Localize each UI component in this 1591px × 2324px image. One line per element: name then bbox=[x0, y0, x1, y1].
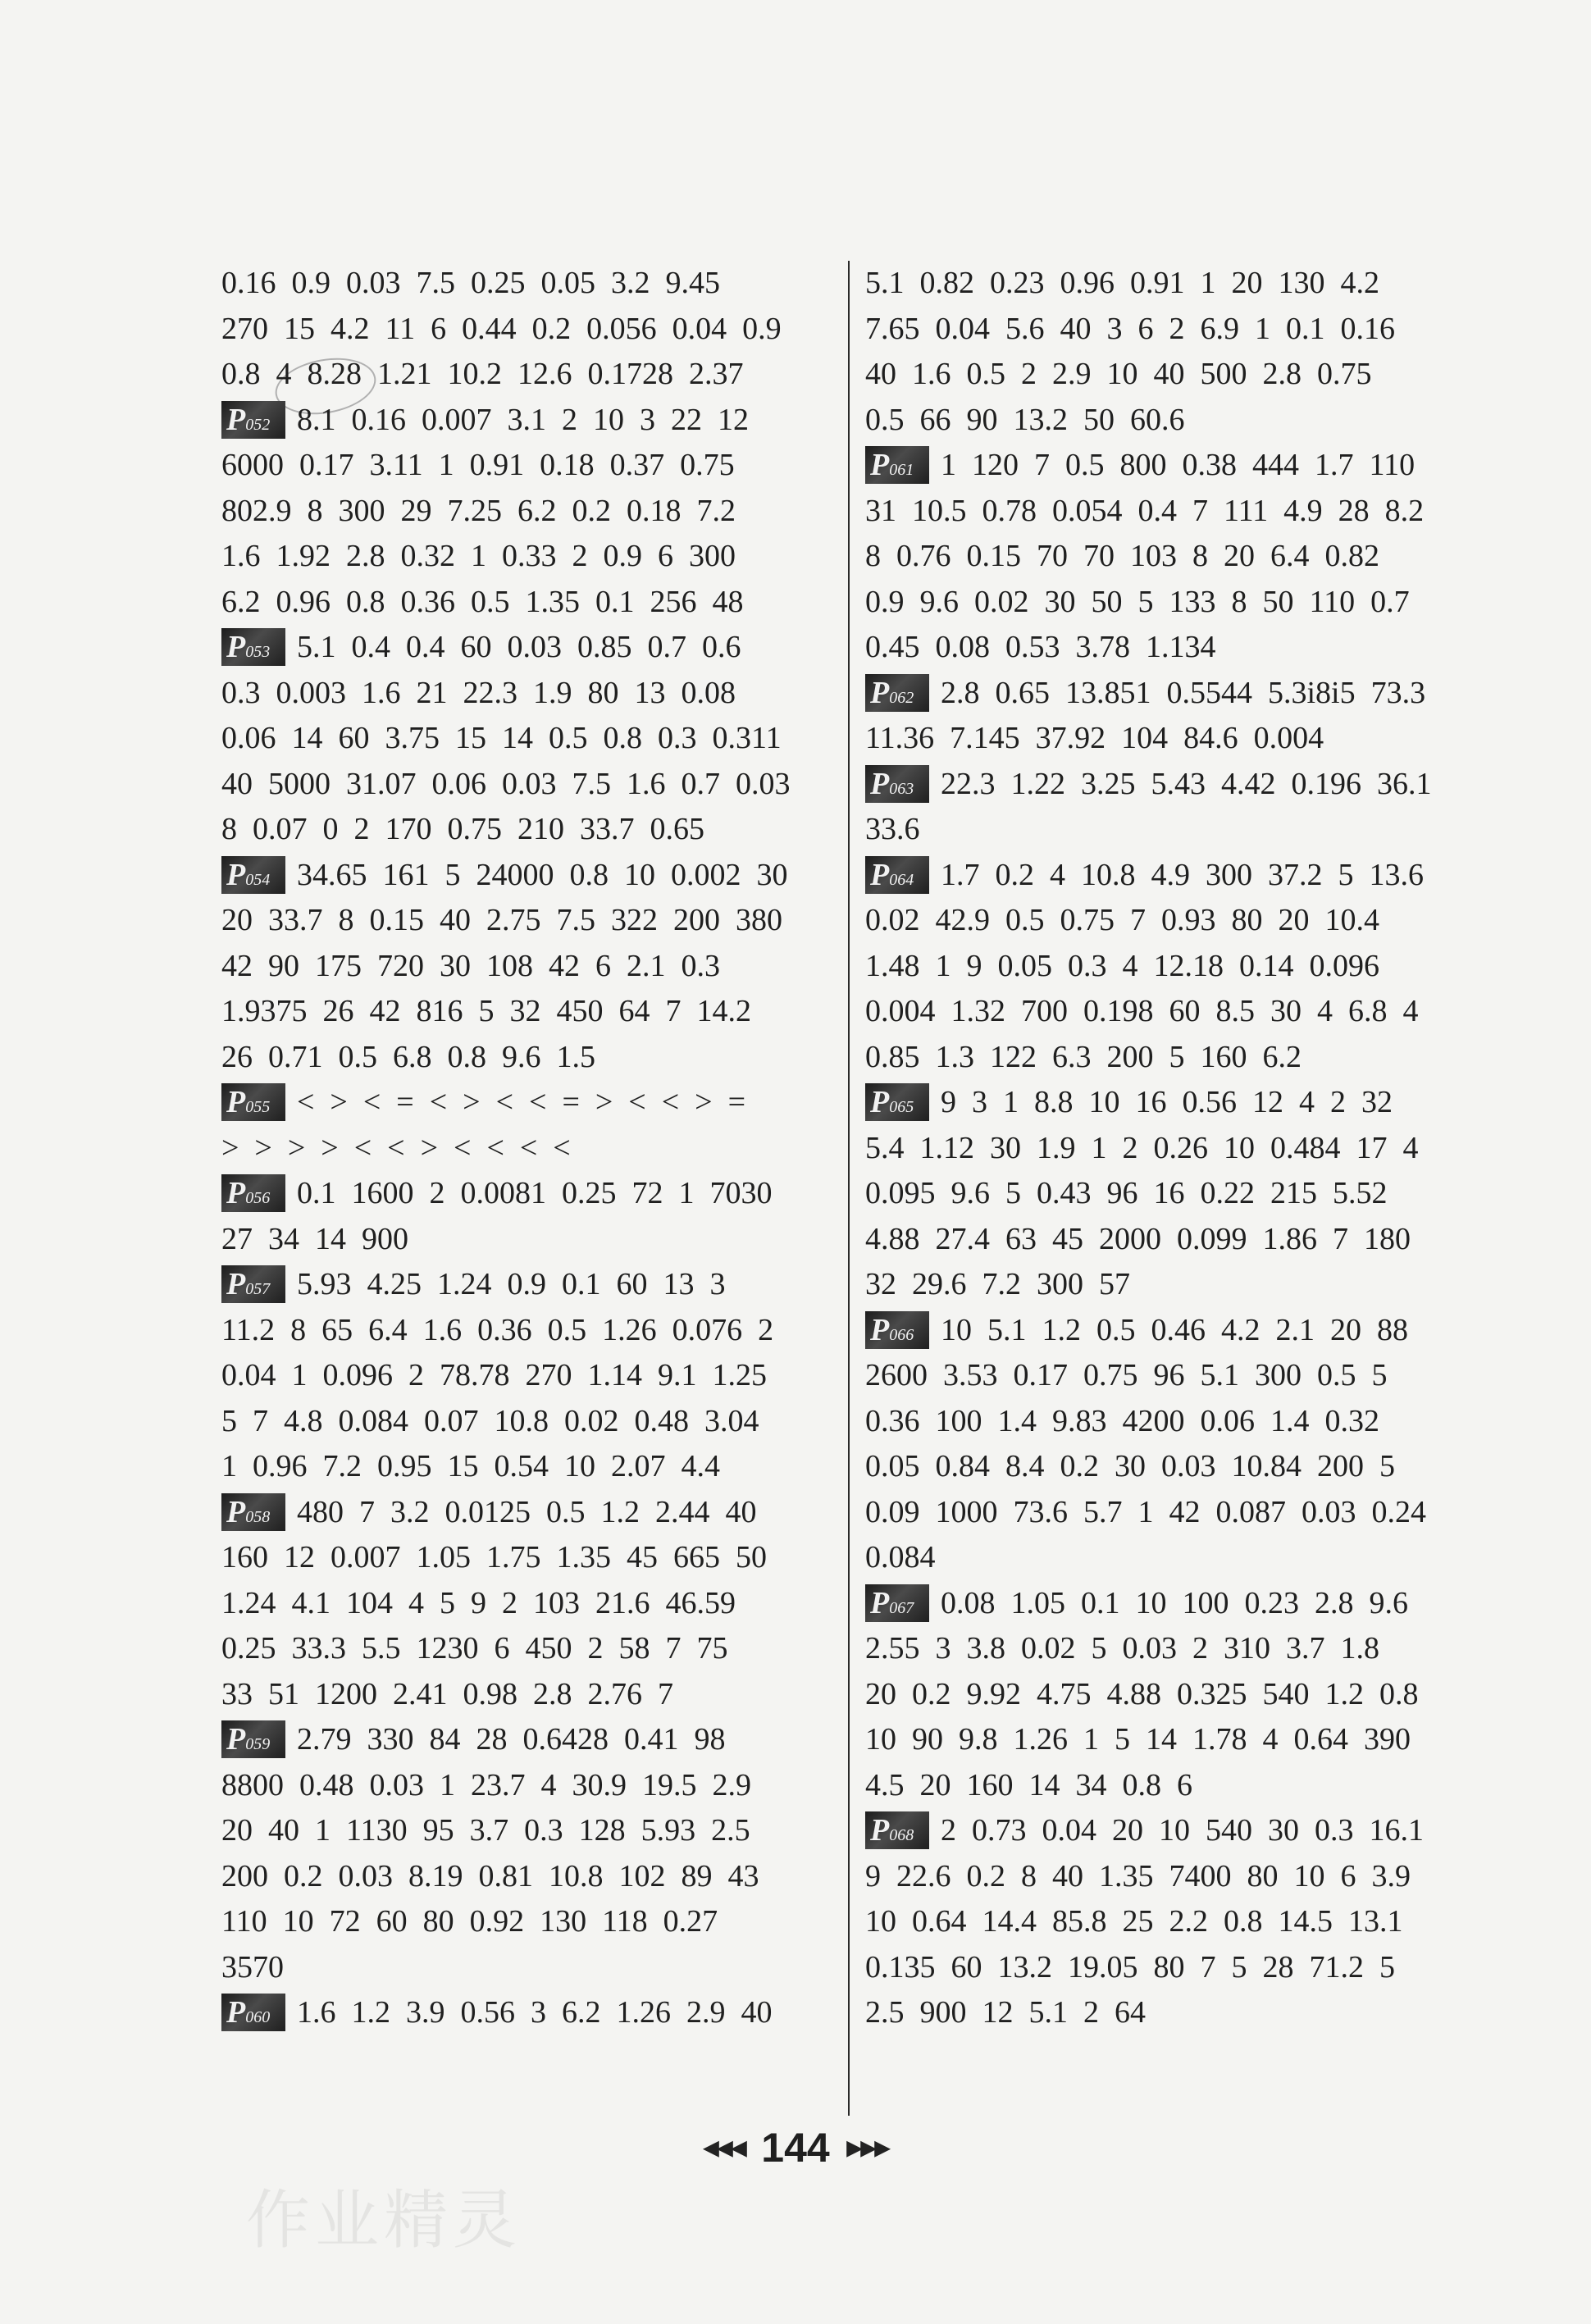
answer-line bbox=[865, 352, 1488, 398]
page-ref-prefix: P bbox=[226, 1085, 246, 1120]
answer-line bbox=[865, 1581, 1488, 1627]
answer-values: 0.45 0.08 0.53 3.78 1.134 bbox=[865, 630, 1216, 664]
answer-values: 480 7 3.2 0.0125 0.5 1.2 2.44 40 bbox=[297, 1494, 757, 1529]
answer-values: 8 0.07 0 2 170 0.75 210 33.7 0.65 bbox=[221, 812, 704, 846]
answer-line bbox=[865, 1444, 1488, 1490]
page-ref-tag bbox=[221, 1994, 285, 2031]
answer-values: 27 34 14 900 bbox=[221, 1221, 408, 1256]
page-ref-tag bbox=[865, 1311, 929, 1349]
answer-values: 0.5 66 90 13.2 50 60.6 bbox=[865, 402, 1185, 437]
answer-line bbox=[221, 1262, 837, 1308]
answer-line bbox=[865, 443, 1488, 489]
answer-values: 0.1 1600 2 0.0081 0.25 72 1 7030 bbox=[297, 1176, 773, 1210]
answer-values: 5.1 0.4 0.4 60 0.03 0.85 0.7 0.6 bbox=[297, 630, 741, 664]
answer-values: 0.04 1 0.096 2 78.78 270 1.14 9.1 1.25 bbox=[221, 1358, 767, 1392]
page-number: 144 bbox=[761, 2125, 830, 2171]
page-ref-prefix: P bbox=[226, 857, 246, 892]
answer-line bbox=[221, 1899, 837, 1945]
answer-line bbox=[865, 1990, 1488, 2036]
answer-line bbox=[221, 261, 837, 307]
answer-line bbox=[221, 1035, 837, 1081]
page-ref-number: 067 bbox=[889, 1598, 914, 1617]
answer-line bbox=[221, 1308, 837, 1354]
page-ref-prefix: P bbox=[226, 1267, 246, 1302]
answer-values: 5.1 0.82 0.23 0.96 0.91 1 20 130 4.2 bbox=[865, 266, 1379, 300]
answer-line bbox=[221, 1990, 837, 2036]
page-ref-number: 066 bbox=[889, 1325, 914, 1344]
page-ref-prefix: P bbox=[226, 1176, 246, 1211]
answer-line bbox=[221, 1945, 837, 1991]
answer-line bbox=[221, 1535, 837, 1581]
page-ref-prefix: P bbox=[226, 1995, 246, 2030]
answer-line bbox=[221, 762, 837, 808]
answer-values: 0.004 1.32 700 0.198 60 8.5 30 4 6.8 4 bbox=[865, 994, 1419, 1028]
answer-line bbox=[865, 1763, 1488, 1809]
answer-line bbox=[865, 534, 1488, 580]
answer-values: 31 10.5 0.78 0.054 0.4 7 111 4.9 28 8.2 bbox=[865, 493, 1425, 528]
answer-values: 3570 bbox=[221, 1949, 284, 1985]
answer-line bbox=[865, 1854, 1488, 1900]
answer-values: 2 0.73 0.04 20 10 540 30 0.3 16.1 bbox=[941, 1813, 1424, 1848]
answer-line bbox=[221, 1399, 837, 1445]
answer-values: 2600 3.53 0.17 0.75 96 5.1 300 0.5 5 bbox=[865, 1358, 1388, 1392]
answer-values: 0.06 14 60 3.75 15 14 0.5 0.8 0.3 0.311 bbox=[221, 721, 782, 755]
page-ref-number: 058 bbox=[245, 1507, 271, 1526]
answer-column-left bbox=[221, 261, 837, 2036]
answer-line bbox=[221, 398, 837, 444]
answer-line bbox=[221, 1808, 837, 1854]
answer-values: 200 0.2 0.03 8.19 0.81 10.8 102 89 43 bbox=[221, 1858, 759, 1893]
answer-values: 1 120 7 0.5 800 0.38 444 1.7 110 bbox=[941, 448, 1415, 482]
page-ref-tag bbox=[865, 1584, 929, 1622]
page-ref-tag bbox=[865, 674, 929, 712]
page-ref-tag bbox=[865, 1083, 929, 1121]
answer-values: 802.9 8 300 29 7.25 6.2 0.2 0.18 7.2 bbox=[221, 493, 736, 528]
answer-line bbox=[221, 307, 837, 353]
answer-line bbox=[865, 1535, 1488, 1581]
answer-values: 110 10 72 60 80 0.92 130 118 0.27 bbox=[221, 1904, 718, 1939]
page-ref-prefix: P bbox=[870, 857, 890, 892]
answer-line bbox=[865, 1262, 1488, 1308]
answer-line bbox=[865, 1808, 1488, 1854]
answer-line bbox=[221, 716, 837, 762]
answer-values: 40 1.6 0.5 2 2.9 10 40 500 2.8 0.75 bbox=[865, 357, 1372, 391]
answer-line bbox=[865, 944, 1488, 990]
answer-line bbox=[221, 1080, 837, 1126]
answer-values: 11.2 8 65 6.4 1.6 0.36 0.5 1.26 0.076 2 bbox=[221, 1312, 774, 1347]
answer-values: 5.4 1.12 30 1.9 1 2 0.26 10 0.484 17 4 bbox=[865, 1130, 1419, 1165]
answer-values: 0.08 1.05 0.1 10 100 0.23 2.8 9.6 bbox=[941, 1585, 1408, 1620]
answer-line bbox=[865, 1626, 1488, 1672]
answer-line bbox=[865, 489, 1488, 535]
answer-values: 7.65 0.04 5.6 40 3 6 2 6.9 1 0.1 0.16 bbox=[865, 311, 1395, 346]
answer-line bbox=[865, 625, 1488, 671]
answer-values: 1.24 4.1 104 4 5 9 2 103 21.6 46.59 bbox=[221, 1585, 736, 1620]
page-ref-tag bbox=[221, 856, 285, 894]
answer-values: < > < = < > < < = > < < > = bbox=[297, 1085, 746, 1119]
answer-values: 40 5000 31.07 0.06 0.03 7.5 1.6 0.7 0.03 bbox=[221, 766, 791, 801]
answer-column-right bbox=[865, 261, 1488, 2036]
answer-values: 0.8 4 8.28 1.21 10.2 12.6 0.1728 2.37 bbox=[221, 357, 744, 391]
answer-values: 32 29.6 7.2 300 57 bbox=[865, 1267, 1130, 1301]
page-ref-tag bbox=[221, 1493, 285, 1531]
answer-values: 8800 0.48 0.03 1 23.7 4 30.9 19.5 2.9 bbox=[221, 1767, 751, 1802]
answer-line bbox=[221, 1854, 837, 1900]
page-number-footer bbox=[0, 2124, 1591, 2171]
arrow-right-icon: ▶▶▶ bbox=[846, 2135, 889, 2160]
answer-values: 42 90 175 720 30 108 42 6 2.1 0.3 bbox=[221, 948, 720, 983]
answer-line bbox=[221, 352, 837, 398]
page-ref-number: 052 bbox=[245, 415, 271, 434]
answer-line bbox=[865, 716, 1488, 762]
answer-line bbox=[865, 307, 1488, 353]
answer-line bbox=[221, 625, 837, 671]
answer-values: 0.09 1000 73.6 5.7 1 42 0.087 0.03 0.24 bbox=[865, 1494, 1426, 1529]
answer-line bbox=[221, 1171, 837, 1217]
answer-line bbox=[221, 580, 837, 626]
answer-values: 2.8 0.65 13.851 0.5544 5.3i8i5 73.3 bbox=[941, 675, 1426, 710]
answer-line bbox=[865, 1672, 1488, 1718]
answer-line bbox=[221, 853, 837, 899]
answer-line bbox=[221, 534, 837, 580]
answer-values: 6.2 0.96 0.8 0.36 0.5 1.35 0.1 256 48 bbox=[221, 584, 744, 619]
answer-values: 10 90 9.8 1.26 1 5 14 1.78 4 0.64 390 bbox=[865, 1722, 1411, 1757]
answer-line bbox=[865, 1399, 1488, 1445]
answer-values: 8 0.76 0.15 70 70 103 8 20 6.4 0.82 bbox=[865, 539, 1379, 573]
answer-values: 33 51 1200 2.41 0.98 2.8 2.76 7 bbox=[221, 1676, 673, 1711]
answer-line bbox=[865, 1717, 1488, 1763]
answer-values: 2.5 900 12 5.1 2 64 bbox=[865, 1995, 1146, 2030]
answer-values: 5 7 4.8 0.084 0.07 10.8 0.02 0.48 3.04 bbox=[221, 1403, 759, 1438]
page-ref-number: 056 bbox=[245, 1189, 271, 1208]
arrow-left-icon: ◀◀◀ bbox=[702, 2135, 745, 2160]
page-ref-prefix: P bbox=[226, 1722, 246, 1757]
page-ref-number: 053 bbox=[245, 643, 271, 662]
answer-line bbox=[865, 1308, 1488, 1354]
page-ref-prefix: P bbox=[226, 1494, 246, 1529]
page-ref-number: 065 bbox=[889, 1098, 914, 1117]
answer-line bbox=[865, 1171, 1488, 1217]
answer-line bbox=[865, 1217, 1488, 1263]
page-ref-number: 057 bbox=[245, 1280, 271, 1299]
answer-line bbox=[865, 580, 1488, 626]
answer-values: 0.02 42.9 0.5 0.75 7 0.93 80 20 10.4 bbox=[865, 903, 1379, 937]
answer-values: 8.1 0.16 0.007 3.1 2 10 3 22 12 bbox=[297, 402, 749, 437]
answer-values: 34.65 161 5 24000 0.8 10 0.002 30 bbox=[297, 857, 788, 892]
answer-values: 2.79 330 84 28 0.6428 0.41 98 bbox=[297, 1722, 726, 1757]
answer-line bbox=[221, 1763, 837, 1809]
page-ref-tag bbox=[221, 1174, 285, 1212]
page-ref-tag bbox=[865, 446, 929, 484]
page-ref-tag bbox=[221, 1720, 285, 1758]
answer-line bbox=[221, 989, 837, 1035]
answer-line bbox=[221, 443, 837, 489]
page-ref-number: 054 bbox=[245, 870, 271, 889]
answer-values: 0.084 bbox=[865, 1540, 936, 1574]
answer-values: 1.7 0.2 4 10.8 4.9 300 37.2 5 13.6 bbox=[941, 857, 1424, 892]
answer-values: 0.16 0.9 0.03 7.5 0.25 0.05 3.2 9.45 bbox=[221, 266, 720, 300]
page-ref-number: 068 bbox=[889, 1826, 914, 1845]
answer-line bbox=[865, 1035, 1488, 1081]
watermark: 作业精灵 bbox=[246, 2184, 522, 2258]
answer-values: 0.85 1.3 122 6.3 200 5 160 6.2 bbox=[865, 1039, 1302, 1074]
answer-values: 0.3 0.003 1.6 21 22.3 1.9 80 13 0.08 bbox=[221, 675, 736, 710]
page-ref-prefix: P bbox=[870, 675, 890, 710]
answer-values: 1.6 1.92 2.8 0.32 1 0.33 2 0.9 6 300 bbox=[221, 539, 736, 573]
answer-line bbox=[865, 853, 1488, 899]
page-ref-tag bbox=[221, 1265, 285, 1303]
answer-values: 10 0.64 14.4 85.8 25 2.2 0.8 14.5 13.1 bbox=[865, 1904, 1403, 1939]
answer-values: 0.135 60 13.2 19.05 80 7 5 28 71.2 5 bbox=[865, 1949, 1395, 1985]
answer-values: 2.55 3 3.8 0.02 5 0.03 2 310 3.7 1.8 bbox=[865, 1631, 1379, 1666]
answer-values: 0.095 9.6 5 0.43 96 16 0.22 215 5.52 bbox=[865, 1176, 1388, 1210]
page-ref-number: 055 bbox=[245, 1098, 271, 1117]
answer-line bbox=[865, 807, 1488, 853]
answer-line bbox=[221, 1490, 837, 1536]
page-ref-tag bbox=[221, 401, 285, 439]
answer-values: 20 40 1 1130 95 3.7 0.3 128 5.93 2.5 bbox=[221, 1813, 750, 1848]
answer-values: 4.88 27.4 63 45 2000 0.099 1.86 7 180 bbox=[865, 1221, 1411, 1256]
answer-line bbox=[865, 671, 1488, 717]
answer-values: 6000 0.17 3.11 1 0.91 0.18 0.37 0.75 bbox=[221, 448, 735, 482]
answer-line bbox=[865, 989, 1488, 1035]
answer-values: 20 33.7 8 0.15 40 2.75 7.5 322 200 380 bbox=[221, 903, 782, 937]
answer-values: 20 0.2 9.92 4.75 4.88 0.325 540 1.2 0.8 bbox=[865, 1676, 1419, 1711]
page-ref-number: 062 bbox=[889, 688, 914, 707]
answer-line bbox=[221, 1217, 837, 1263]
answer-values: 22.3 1.22 3.25 5.43 4.42 0.196 36.1 bbox=[941, 766, 1432, 801]
answer-values: 1.48 1 9 0.05 0.3 4 12.18 0.14 0.096 bbox=[865, 948, 1379, 983]
answer-values: 1 0.96 7.2 0.95 15 0.54 10 2.07 4.4 bbox=[221, 1449, 720, 1483]
page-ref-number: 063 bbox=[889, 779, 914, 798]
answer-line bbox=[865, 898, 1488, 944]
answer-line bbox=[865, 1080, 1488, 1126]
page-ref-number: 061 bbox=[889, 461, 914, 480]
answer-line bbox=[221, 489, 837, 535]
page-ref-prefix: P bbox=[870, 1085, 890, 1120]
answer-values: 270 15 4.2 11 6 0.44 0.2 0.056 0.04 0.9 bbox=[221, 311, 782, 346]
answer-line bbox=[865, 261, 1488, 307]
answer-values: 0.36 100 1.4 9.83 4200 0.06 1.4 0.32 bbox=[865, 1403, 1379, 1438]
page-ref-number: 059 bbox=[245, 1735, 271, 1754]
page-ref-tag bbox=[865, 765, 929, 803]
page-ref-tag bbox=[865, 856, 929, 894]
answer-line bbox=[865, 1353, 1488, 1399]
answer-values: 0.25 33.3 5.5 1230 6 450 2 58 7 75 bbox=[221, 1631, 728, 1666]
answer-values: 9 22.6 0.2 8 40 1.35 7400 80 10 6 3.9 bbox=[865, 1858, 1411, 1893]
answer-values: 5.93 4.25 1.24 0.9 0.1 60 13 3 bbox=[297, 1267, 726, 1301]
page-ref-tag bbox=[221, 1083, 285, 1121]
answer-values: 0.05 0.84 8.4 0.2 30 0.03 10.84 200 5 bbox=[865, 1449, 1395, 1483]
answer-values: 33.6 bbox=[865, 812, 920, 846]
answer-values: 9 3 1 8.8 10 16 0.56 12 4 2 32 bbox=[941, 1085, 1393, 1119]
answer-line bbox=[221, 671, 837, 717]
page-ref-prefix: P bbox=[870, 448, 890, 483]
page-ref-prefix: P bbox=[226, 402, 246, 437]
answer-line bbox=[865, 398, 1488, 444]
page-ref-tag bbox=[865, 1811, 929, 1849]
answer-line bbox=[221, 807, 837, 853]
answer-line bbox=[865, 762, 1488, 808]
answer-line bbox=[221, 1581, 837, 1627]
answer-values: 0.9 9.6 0.02 30 50 5 133 8 50 110 0.7 bbox=[865, 584, 1410, 619]
page-ref-number: 064 bbox=[889, 870, 914, 889]
page-ref-tag bbox=[221, 628, 285, 666]
answer-line bbox=[221, 1353, 837, 1399]
answer-values: 11.36 7.145 37.92 104 84.6 0.004 bbox=[865, 721, 1324, 755]
page-ref-number: 060 bbox=[245, 2008, 271, 2027]
page-ref-prefix: P bbox=[870, 1312, 890, 1347]
answer-line bbox=[221, 1444, 837, 1490]
answer-line bbox=[221, 898, 837, 944]
answer-values: 10 5.1 1.2 0.5 0.46 4.2 2.1 20 88 bbox=[941, 1312, 1408, 1347]
answer-line bbox=[221, 1626, 837, 1672]
page-ref-prefix: P bbox=[870, 1813, 890, 1848]
answer-line bbox=[865, 1945, 1488, 1991]
answer-values: > > > > < < > < < < < bbox=[221, 1130, 571, 1165]
page-ref-prefix: P bbox=[226, 630, 246, 665]
page-ref-prefix: P bbox=[870, 766, 890, 801]
answer-line bbox=[221, 1717, 837, 1763]
answer-line bbox=[221, 1126, 837, 1172]
column-divider bbox=[848, 261, 850, 2116]
answer-line bbox=[221, 944, 837, 990]
answer-line bbox=[221, 1672, 837, 1718]
answer-values: 4.5 20 160 14 34 0.8 6 bbox=[865, 1767, 1192, 1802]
answer-line bbox=[865, 1126, 1488, 1172]
answer-line bbox=[865, 1899, 1488, 1945]
page-ref-prefix: P bbox=[870, 1585, 890, 1620]
answer-values: 1.9375 26 42 816 5 32 450 64 7 14.2 bbox=[221, 994, 751, 1028]
answer-values: 1.6 1.2 3.9 0.56 3 6.2 1.26 2.9 40 bbox=[297, 1995, 773, 2030]
answer-values: 160 12 0.007 1.05 1.75 1.35 45 665 50 bbox=[221, 1540, 767, 1574]
answer-values: 26 0.71 0.5 6.8 0.8 9.6 1.5 bbox=[221, 1039, 595, 1074]
answer-line bbox=[865, 1490, 1488, 1536]
